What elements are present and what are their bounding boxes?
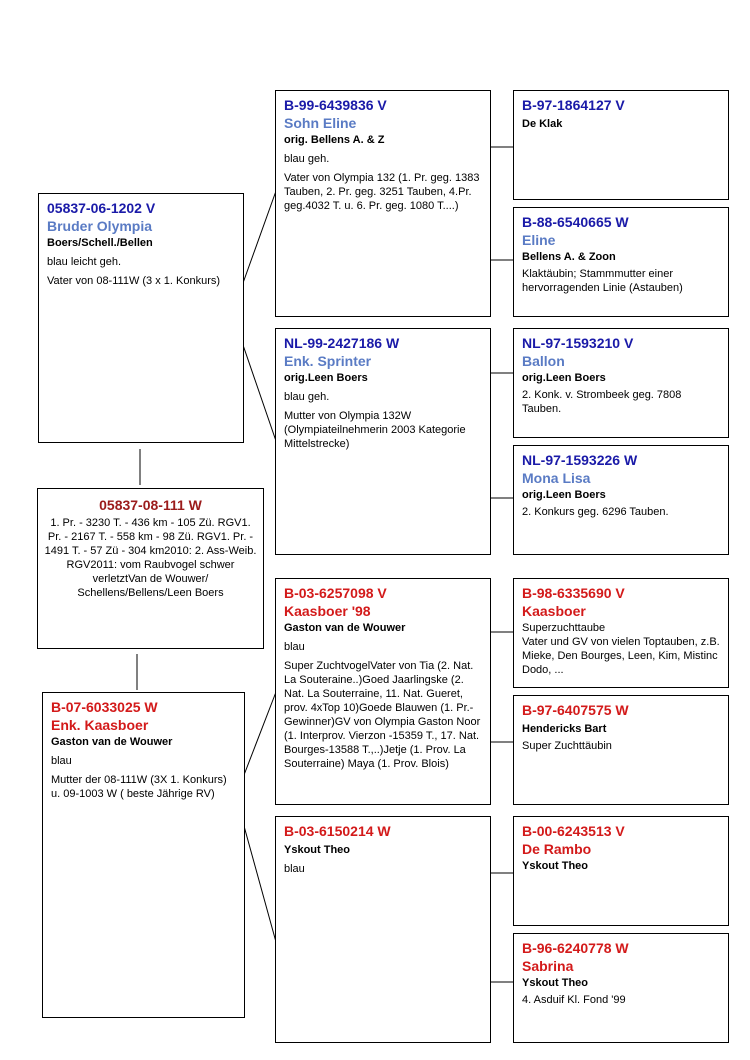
connector-mother-mf (244, 692, 276, 775)
mother-name: Enk. Kaasboer (51, 717, 149, 733)
mf-notes: Super ZuchtvogelVater von Tia (2. Nat. La Souteraine..)Goed Jaarlingske (2. Nat. La Souterraine, 11. Nat. Gueret, prov. 4xTop 10)Goede Blauwen (1. Pr.-Gewinner)GV von Olympia Gaston Noor (1. Interprov. Vierzon -15359 T., 17. Nat. Bourges-13588 T.,..)Jetje (1. Prov. La Souterraine) Maya (1. Prov. Blois) (284, 660, 481, 770)
mm-breeder: Yskout Theo (284, 844, 351, 856)
mf-ring: B-03-6257098 V (284, 585, 387, 601)
mother-notes: Mutter der 08-111W (3X 1. Konkurs) u. 09-1003 W ( beste Jährige RV) (51, 774, 227, 800)
mmf-name: De Rambo (522, 841, 592, 857)
fff-card (513, 90, 729, 200)
fm-ring: NL-99-2427186 W (284, 335, 400, 351)
father-color: blau leicht geh. (47, 256, 121, 268)
connector-father-ff (243, 191, 276, 283)
mm-ring: B-03-6150214 W (284, 823, 391, 839)
fmm-ring: NL-97-1593226 W (522, 452, 638, 468)
fmf-notes: 2. Konk. v. Strombeek geg. 7808 Tauben. (522, 389, 682, 415)
fmm-breeder: orig.Leen Boers (522, 489, 606, 501)
fm-card (275, 328, 491, 555)
fmf-ring: NL-97-1593210 V (522, 335, 634, 351)
fmm-name: Mona Lisa (522, 470, 591, 486)
mother-card (42, 692, 245, 1018)
mff-ring: B-98-6335690 V (522, 585, 625, 601)
fm-name: Enk. Sprinter (284, 353, 372, 369)
fmf-card (513, 328, 729, 438)
mf-color: blau (284, 641, 305, 653)
mmf-card (513, 816, 729, 926)
subject-card (37, 488, 264, 649)
father-card (38, 193, 244, 443)
fff-ring: B-97-1864127 V (522, 97, 625, 113)
father-name: Bruder Olympia (47, 218, 153, 234)
mfm-notes: Super Zuchttäubin (522, 740, 612, 752)
mf-card (275, 578, 491, 805)
mmf-ring: B-00-6243513 V (522, 823, 625, 839)
father-ring: 05837-06-1202 V (47, 200, 156, 216)
mf-name: Kaasboer '98 (284, 603, 371, 619)
fm-breeder: orig.Leen Boers (284, 372, 368, 384)
mfm-ring: B-97-6407575 W (522, 702, 629, 718)
ff-card (275, 90, 491, 317)
mfm-breeder: Hendericks Bart (522, 723, 607, 735)
ff-breeder: orig. Bellens A. & Z (284, 134, 385, 146)
ffm-notes: Klaktäubin; Stammmutter einer hervorragenden Linie (Astauben) (522, 268, 683, 294)
mm-color: blau (284, 863, 305, 875)
connector-mother-mm (244, 826, 276, 942)
subject-notes: 1. Pr. - 3230 T. - 436 km - 105 Zü. RGV1. Pr. - 2167 T. - 558 km - 98 Zü. RGV1. Pr. - 1491 T. - 57 Zü - 304 km2010: 2. Ass-Weib. RGV2011: vom Raubvogel schwer verletztVan de Wouwer/ Schellens/Bellens/Leen Boers (44, 517, 257, 599)
ff-name: Sohn Eline (284, 115, 357, 131)
fmm-notes: 2. Konkurs geg. 6296 Tauben. (522, 506, 669, 518)
father-notes: Vater von 08-111W (3 x 1. Konkurs) (47, 275, 221, 287)
mother-breeder: Gaston van de Wouwer (51, 736, 173, 748)
mmf-breeder: Yskout Theo (522, 860, 589, 872)
mmm-name: Sabrina (522, 958, 574, 974)
mmm-notes: 4. Asduif Kl. Fond '99 (522, 994, 626, 1006)
ffm-name: Eline (522, 232, 556, 248)
ff-color: blau geh. (284, 153, 330, 165)
connector-father-fm (243, 345, 276, 441)
mff-name: Kaasboer (522, 603, 586, 619)
father-breeder: Boers/Schell./Bellen (47, 237, 153, 249)
mmm-breeder: Yskout Theo (522, 977, 589, 989)
ff-notes: Vater von Olympia 132 (1. Pr. geg. 1383 Tauben, 2. Pr. geg. 3251 Tauben, 4.Pr. geg.4032 T. u. 6. Pr. geg. 1080 T....) (284, 172, 480, 212)
mother-ring: B-07-6033025 W (51, 699, 158, 715)
fmf-name: Ballon (522, 353, 565, 369)
ffm-card (513, 207, 729, 317)
mm-card (275, 816, 491, 1043)
mf-breeder: Gaston van de Wouwer (284, 622, 406, 634)
mmm-ring: B-96-6240778 W (522, 940, 629, 956)
mmm-card (513, 933, 729, 1043)
fm-notes: Mutter von Olympia 132W (Olympiateilnehmerin 2003 Kategorie Mittelstrecke) (284, 410, 466, 450)
mff-card (513, 578, 729, 688)
fmm-card (513, 445, 729, 555)
mother-color: blau (51, 755, 72, 767)
ffm-breeder: Bellens A. & Zoon (522, 251, 616, 263)
mfm-card (513, 695, 729, 805)
fmf-breeder: orig.Leen Boers (522, 372, 606, 384)
ff-ring: B-99-6439836 V (284, 97, 387, 113)
ffm-ring: B-88-6540665 W (522, 214, 629, 230)
subject-ring: 05837-08-111 W (99, 497, 202, 513)
fm-color: blau geh. (284, 391, 330, 403)
mff-notes: Superzuchttaube Vater und GV von vielen Toptauben, z.B. Mieke, Den Bourges, Leen, Kim, Mistinc Dodo, ... (522, 622, 720, 676)
fff-breeder: De Klak (522, 118, 563, 130)
